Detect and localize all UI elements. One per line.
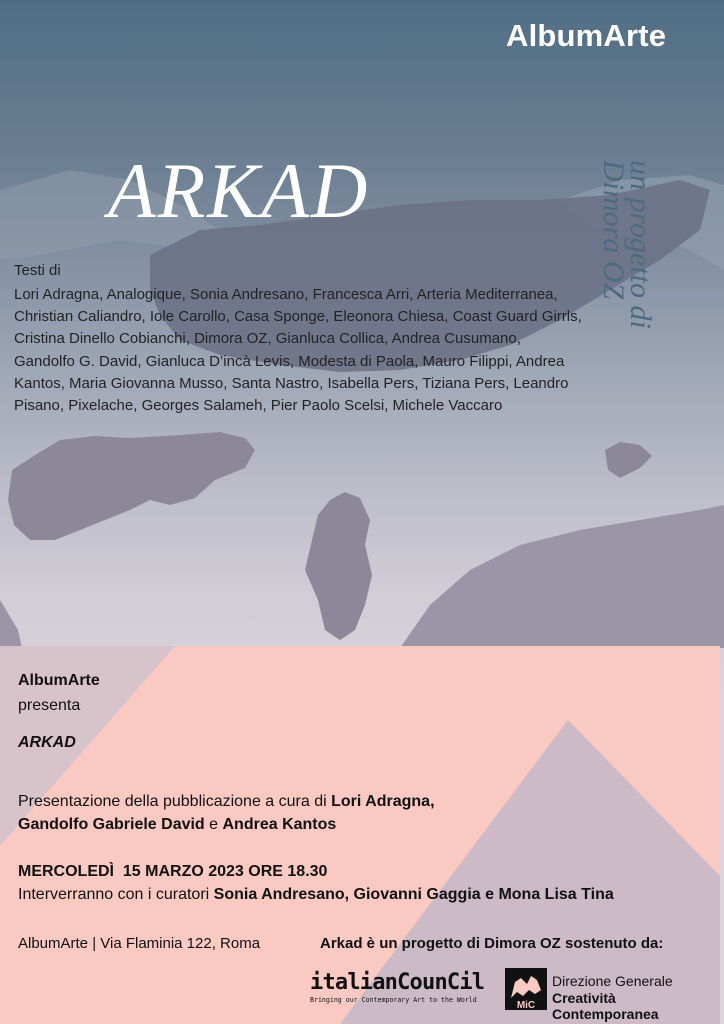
land-bottom-left xyxy=(0,600,22,648)
island-center xyxy=(305,492,372,640)
event-info xyxy=(0,646,720,1024)
event-panel xyxy=(0,646,720,1024)
presentation-intro: Presentazione della pubblicazione a cura di xyxy=(18,793,332,810)
curator-2: Gandolfo Gabriele David xyxy=(18,816,205,833)
speakers: Sonia Andresano, Giovanni Gaggia e Mona Lisa Tina xyxy=(213,886,614,903)
italian-council-tagline: Bringing our Contemporary Art to the World xyxy=(310,996,477,1004)
island-left xyxy=(8,432,255,540)
vertical-tagline-container xyxy=(597,160,680,360)
presenter-name: AlbumArte xyxy=(18,672,100,689)
speakers-intro: Interverranno con i curatori xyxy=(18,886,214,903)
italian-council-wordmark: italianCounCil xyxy=(310,970,485,995)
speakers-line xyxy=(18,886,614,904)
brand-logo: AlbumArte xyxy=(506,18,667,53)
event-date-time: MERCOLEDÌ 15 MARZO 2023 ORE 18.30 xyxy=(18,863,328,880)
presents-label: presenta xyxy=(18,697,81,714)
curator-3: Andrea Kantos xyxy=(222,816,337,833)
publication-title: ARKAD xyxy=(108,147,370,234)
vertical-tagline: un progetto di Dimora OZ xyxy=(597,160,657,329)
event-title: ARKAD xyxy=(18,734,76,751)
island-right-small xyxy=(605,442,652,478)
conjunction: e xyxy=(204,816,223,833)
texts-label: Testi di xyxy=(14,262,61,279)
mic-label: MiC xyxy=(516,1000,536,1010)
land-bottom-right xyxy=(400,505,724,648)
presentation-line-1 xyxy=(18,793,435,811)
presentation-line-2 xyxy=(18,816,336,834)
support-statement: Arkad è un progetto di Dimora OZ sostenuto da: xyxy=(320,935,664,952)
dg-line-2: Creatività Contemporanea xyxy=(552,990,659,1022)
dg-line-1: Direzione Generale xyxy=(552,973,673,989)
venue-address: AlbumArte | Via Flaminia 122, Roma xyxy=(18,935,261,952)
authors-list: Lori Adragna, Analogique, Sonia Andresano, Francesca Arri, Arteria Mediterranea, Christian Caliandro, Iole Carollo, Casa Sponge, Eleonora Chiesa, Coast Guard Girrls, Cristina Dinello Cobianchi, Dimora OZ, Gianluca Collica, Andrea Cusumano, Gandolfo G. David, Gianluca D’incà Levis, Modesta di Paola, Mauro Filippi, Andrea Kantos, Maria Giovanna Musso, Santa Nastro, Isabella Pers, Tiziana Pers, Leandro Pisano, Pixelache, Georges Salameh, Pier Paolo Scelsi, Michele Vaccaro xyxy=(14,286,582,415)
curator-1: Lori Adragna, xyxy=(331,793,435,810)
mic-logo xyxy=(505,968,547,1010)
italian-council-logo xyxy=(310,972,484,1004)
mic-emblem-icon xyxy=(505,968,547,1010)
